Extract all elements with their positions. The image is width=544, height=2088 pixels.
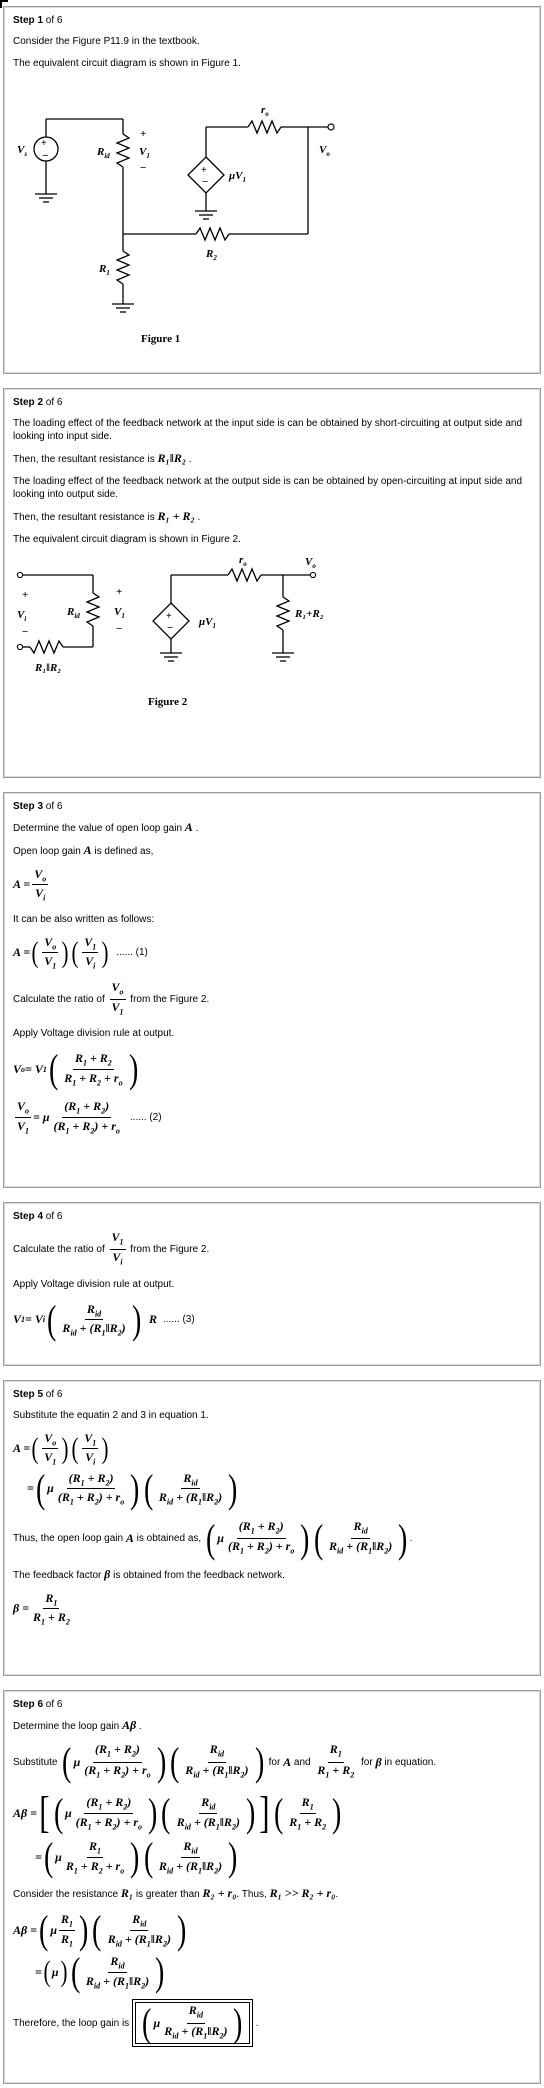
equation-loop-gain-4: = ( μ ) ( $\frac{R_{id}}{R_{id} + (R_1‖R_2)}$ ) bbox=[35, 1949, 165, 1994]
step-header bbox=[13, 1389, 531, 1400]
step-number: Step 1 bbox=[13, 15, 44, 26]
figure-caption: Figure 1 bbox=[141, 333, 181, 345]
paragraph: It can be also written as follows: bbox=[13, 913, 155, 925]
paragraph: Therefore, the loop gain is ( μ $\frac{R_{id}}{R_{id} + (R_1‖R_2)}$ ) . bbox=[13, 2000, 259, 2045]
paragraph: Calculate the ratio of $\frac{V_1}{V_i}$ from the Figure 2. bbox=[13, 1230, 210, 1267]
equation-3: V 1 = V i ( $\frac{R_{id}}{R_{id} + (R_1‖R_2)}$ ) R ...... (3) bbox=[13, 1296, 195, 1342]
plus-sign: + bbox=[201, 165, 207, 176]
step-header bbox=[13, 15, 531, 26]
step-of: of 6 bbox=[45, 801, 63, 812]
equation-a-substituted: = ( μ $\frac{(R_1 + R_2)}{(R_1 + R_2) + r_o}$ ) ( $\frac{R_{id}}{R_{id} + (R_1‖R_2)}$ ) bbox=[27, 1465, 238, 1511]
equation-loop-gain-3: Aβ = ( μ $\frac{R_1}{R_1}$ ) ( $\frac{R_{id}}{R_{id} + (R_1‖R_2)}$ ) bbox=[13, 1907, 187, 1952]
step-number: Step 2 bbox=[13, 397, 44, 408]
math-r1-parallel-r2: R₁‖R₂ bbox=[157, 451, 187, 465]
step-3-card bbox=[3, 792, 541, 1188]
step-header bbox=[13, 1699, 531, 1710]
step-5-card bbox=[3, 1380, 541, 1676]
step-header bbox=[13, 801, 531, 812]
step-4-card bbox=[3, 1202, 541, 1366]
step-of: of 6 bbox=[45, 15, 63, 26]
plus-sign: + bbox=[41, 138, 47, 149]
minus-sign: − bbox=[202, 176, 209, 188]
final-answer-box: ( μ $\frac{R_{id}}{R_{id} + (R_1‖R_2)}$ ) bbox=[135, 2002, 250, 2044]
label-vs: $V_s$ bbox=[17, 144, 28, 158]
plus-sign: + bbox=[116, 586, 123, 598]
paragraph: Substitute ( μ $\frac{(R_1 + R_2)}{(R_1 + R_2) + r_o}$ ) ( $\frac{R_{id}}{R_{id} + (R_1‖R_2)}$ ) for A and $\frac{R_1}{R_1 + R_2}$ for β in equation. bbox=[13, 1739, 437, 1784]
math-r1-plus-r2: R₁ + R₂ bbox=[157, 509, 195, 523]
label-v1: $V_1$ bbox=[114, 606, 125, 620]
paragraph: Calculate the ratio of $\frac{V_o}{V_1}$ from the Figure 2. bbox=[13, 979, 210, 1017]
step-6-card bbox=[3, 1690, 541, 2084]
paragraph: Then, the resultant resistance is R₁‖R₂ . bbox=[13, 451, 192, 465]
plus-sign: + bbox=[140, 128, 147, 140]
label-rid: $R_{id}$ bbox=[67, 606, 80, 620]
paragraph: Consider the resistance R₁ is greater than R₂ + r₀. Thus, R₁ >> R₂ + r₀. bbox=[13, 1886, 339, 1900]
label-ro: $r_o$ bbox=[261, 104, 269, 118]
figure-2-circuit bbox=[13, 555, 353, 740]
label-r1: $R_1$ bbox=[99, 263, 110, 277]
step-of: of 6 bbox=[45, 1699, 63, 1710]
label-vo: $V_o$ bbox=[319, 144, 330, 158]
label-ro: $r_o$ bbox=[239, 555, 247, 568]
equation-loop-gain-1: Aβ = [ ( μ $\frac{(R_1 + R_2)}{(R_1 + R_2) + r_o}$ ) ( $\frac{R_{id}}{R_{id} + (R_1‖R_2)}$ ) ] ( $\frac{R_1}{R_1 + R_2}$ ) bbox=[13, 1788, 342, 1837]
paragraph: The loading effect of the feedback network at the output side is can be obtained by open-circuiting at input side and looking into output side. bbox=[13, 476, 523, 500]
figure-caption: Figure 2 bbox=[148, 696, 188, 708]
label-mu-v1: $\mu V_1$ bbox=[199, 616, 216, 630]
paragraph: Thus, the open loop gain A is obtained as, ( μ $\frac{(R_1 + R_2)}{(R_1 + R_2) + r_o}$ ) ( $\frac{R_{id}}{R_{id} + (R_1‖R_2)}$ ) . bbox=[13, 1515, 413, 1561]
paragraph: Consider the Figure P11.9 in the textbook. bbox=[13, 36, 200, 47]
step-of: of 6 bbox=[45, 1389, 63, 1400]
label-v1: $V_1$ bbox=[139, 146, 150, 160]
step-of: of 6 bbox=[45, 1211, 63, 1222]
step-of: of 6 bbox=[45, 397, 63, 408]
equation-loop-gain-2: = ( μ $\frac{R_1}{R_1 + R_2 + r_o}$ ) ( $\frac{R_{id}}{R_{id} + (R_1‖R_2)}$ ) bbox=[35, 1834, 238, 1879]
paragraph: Determine the loop gain Aβ . bbox=[13, 1718, 142, 1732]
equation-a-definition: A = $\frac{V_o}{V_i}$ bbox=[13, 867, 47, 903]
step-2-card bbox=[3, 388, 541, 778]
plus-sign: + bbox=[22, 589, 29, 601]
paragraph: The equivalent circuit diagram is shown in Figure 2. bbox=[13, 534, 241, 545]
paragraph: Apply Voltage division rule at output. bbox=[13, 1028, 175, 1040]
minus-sign: − bbox=[116, 623, 123, 635]
equation-vo-division: V o = V 1 ( $\frac{R_1 + R_2}{R_1 + R_2 + r_o}$ ) bbox=[13, 1046, 138, 1092]
minus-sign: − bbox=[167, 622, 174, 634]
plus-sign: + bbox=[166, 611, 172, 622]
step-number: Step 4 bbox=[13, 1211, 44, 1222]
paragraph: The loading effect of the feedback network at the input side is can be obtained by short-circuiting at output side and looking into input side. bbox=[13, 418, 523, 442]
minus-sign: − bbox=[140, 162, 147, 174]
equation-beta: β = $\frac{R_1}{R_1 + R_2}$ bbox=[13, 1590, 70, 1627]
label-vo: $V_o$ bbox=[305, 556, 316, 570]
minus-sign: − bbox=[22, 626, 29, 638]
minus-sign: − bbox=[42, 150, 49, 162]
label-r2: $R_2$ bbox=[206, 248, 217, 262]
paragraph: Then, the resultant resistance is R₁ + R₂ . bbox=[13, 509, 201, 523]
label-r1-parallel-r2: R₁‖R₂ bbox=[35, 662, 62, 674]
step-header bbox=[13, 1211, 531, 1222]
paragraph: Determine the value of open loop gain A . bbox=[13, 820, 199, 834]
paragraph: Open loop gain A is defined as, bbox=[13, 843, 154, 857]
paragraph: Apply Voltage division rule at output. bbox=[13, 1278, 175, 1290]
step-number: Step 6 bbox=[13, 1699, 44, 1710]
equation-2: $\frac{V_o}{V_1}$ = μ $\frac{(R_1 + R_2)}{(R_1 + R_2) + r_o}$ ...... (2) bbox=[17, 1099, 162, 1136]
label-mu-v1: $\mu V_1$ bbox=[229, 170, 246, 184]
paragraph: The feedback factor β is obtained from the feedback network. bbox=[13, 1566, 285, 1581]
step-1-card bbox=[3, 6, 541, 374]
equation-1: A = ( $\frac{V_o}{V_1}$ ) ( $\frac{V_1}{V_i}$ ) ...... (1) bbox=[13, 934, 148, 971]
step-number: Step 5 bbox=[13, 1389, 44, 1400]
paragraph: The equivalent circuit diagram is shown in Figure 1. bbox=[13, 58, 241, 69]
equation-a-product: A = ( $\frac{V_o}{V_1}$ ) ( $\frac{V_1}{V_i}$ ) bbox=[13, 1431, 109, 1467]
figure-1-circuit bbox=[13, 79, 343, 359]
step-number: Step 3 bbox=[13, 801, 44, 812]
paragraph: Substitute the equatin 2 and 3 in equation 1. bbox=[13, 1410, 209, 1421]
label-vi: $V_i$ bbox=[17, 609, 27, 623]
label-rid: $R_{id}$ bbox=[97, 146, 110, 160]
step-header bbox=[13, 397, 531, 408]
label-r1-plus-r2: R₁+R₂ bbox=[295, 608, 324, 620]
